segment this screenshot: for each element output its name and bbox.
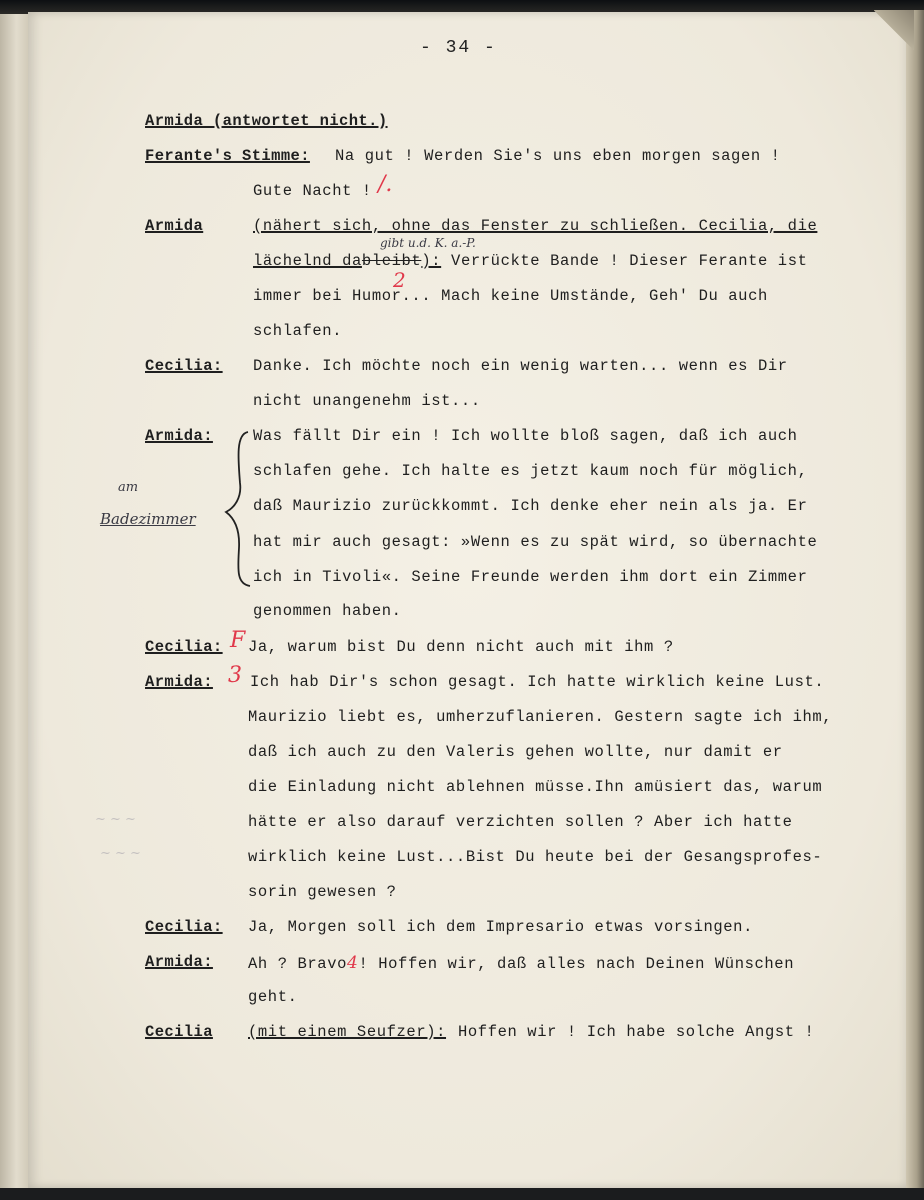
bleed-through-mark: ~ ~ ~ [95, 812, 136, 827]
dialogue-line: nicht unangenehm ist... [253, 392, 481, 410]
dialogue-line: ich in Tivoli«. Seine Freunde werden ihm dort ein Zimmer [253, 568, 808, 586]
margin-note-am: am [118, 480, 139, 495]
dialogue-line: schlafen. [253, 322, 343, 340]
dialogue-line: hat mir auch gesagt: »Wenn es zu spät wird, so übernachte [253, 533, 818, 551]
dialogue-line: schlafen gehe. Ich halte es jetzt kaum noch für möglich, [253, 462, 808, 480]
dialogue-line: genommen haben. [253, 602, 402, 620]
stage-direction: (nähert sich, ohne das Fenster zu schließen. Cecilia, die [253, 217, 818, 235]
dialogue-line: wirklich keine Lust...Bist Du heute bei der Gesangsprofes- [248, 848, 823, 866]
speaker-ferante: Ferante's Stimme: [145, 147, 310, 165]
margin-note-badezimmer: Badezimmer [100, 510, 196, 528]
dialogue-line: daß ich auch zu den Valeris gehen wollte, nur damit er [248, 743, 783, 761]
dialogue-line: geht. [248, 988, 298, 1006]
red-correction-mark: 4 [347, 953, 359, 973]
dialogue-line: sorin gewesen ? [248, 883, 397, 901]
page-number: - 34 - [420, 38, 497, 58]
dialogue-line: die Einladung nicht ablehnen müsse.Ihn amüsiert das, warum [248, 778, 823, 796]
speaker-armida: Armida [145, 217, 204, 235]
dialogue-text: Ah ? Bravo [248, 955, 348, 973]
dialogue-line: Danke. Ich möchte noch ein wenig warten... wenn es Dir [253, 357, 788, 375]
dialogue-line: Gute Nacht ! [253, 182, 372, 200]
speaker-armida: Armida: [145, 673, 213, 691]
pencil-insertion: gibt u.d. K. a.-P. [380, 236, 476, 250]
stage-direction-armida: Armida (antwortet nicht.) [145, 112, 388, 130]
bleed-through-mark: ~ ~ ~ [100, 846, 141, 861]
stage-direction-close: ): [421, 252, 442, 270]
dialogue-line: Ja, warum bist Du denn nicht auch mit ihm ? [248, 638, 674, 656]
dialogue-line: Hoffen wir ! Ich habe solche Angst ! [458, 1023, 815, 1041]
document-page [28, 12, 908, 1188]
facing-page-edge [0, 14, 30, 1200]
dialogue-line: daß Maurizio zurückkommt. Ich denke eher nein als ja. Er [253, 497, 808, 515]
speaker-cecilia: Cecilia: [145, 357, 223, 375]
red-correction-mark: F [230, 628, 246, 653]
dialogue-line [253, 252, 808, 270]
dialogue-line: Was fällt Dir ein ! Ich wollte bloß sagen, daß ich auch [253, 427, 798, 445]
dialogue-line: immer bei Humor... Mach keine Umstände, Geh' Du auch [253, 287, 768, 305]
struck-word: bleibt [361, 252, 422, 270]
speaker-cecilia: Cecilia: [145, 918, 223, 936]
dialogue-line [248, 953, 794, 973]
speaker-armida: Armida: [145, 427, 213, 445]
stage-direction: (mit einem Seufzer): [248, 1023, 447, 1041]
speaker-cecilia: Cecilia: [145, 638, 223, 656]
stage-direction-part: lächelnd da [253, 252, 362, 270]
handwritten-brace [212, 428, 252, 590]
speaker-armida: Armida: [145, 953, 213, 971]
scan-border-bottom [0, 1188, 924, 1200]
red-correction-mark: 3 [228, 663, 242, 688]
speaker-cecilia: Cecilia [145, 1023, 213, 1041]
dialogue-text: Verrückte Bande ! Dieser Ferante ist [441, 252, 808, 270]
dialogue-line: Maurizio liebt es, umherzuflanieren. Gestern sagte ich ihm, [248, 708, 833, 726]
dialogue-line: hätte er also darauf verzichten sollen ? Aber ich hatte [248, 813, 793, 831]
dialogue-line: Ich hab Dir's schon gesagt. Ich hatte wirklich keine Lust. [250, 673, 825, 691]
page-stack-edge [906, 10, 924, 1200]
dialogue-line: Na gut ! Werden Sie's uns eben morgen sagen ! [335, 147, 781, 165]
dialogue-line: Ja, Morgen soll ich dem Impresario etwas vorsingen. [248, 918, 753, 936]
dialogue-text: ! Hoffen wir, daß alles nach Deinen Wünschen [358, 955, 795, 973]
folded-corner [874, 10, 914, 50]
red-correction-mark: 2 [393, 268, 406, 292]
red-correction-mark: /. [378, 172, 393, 197]
